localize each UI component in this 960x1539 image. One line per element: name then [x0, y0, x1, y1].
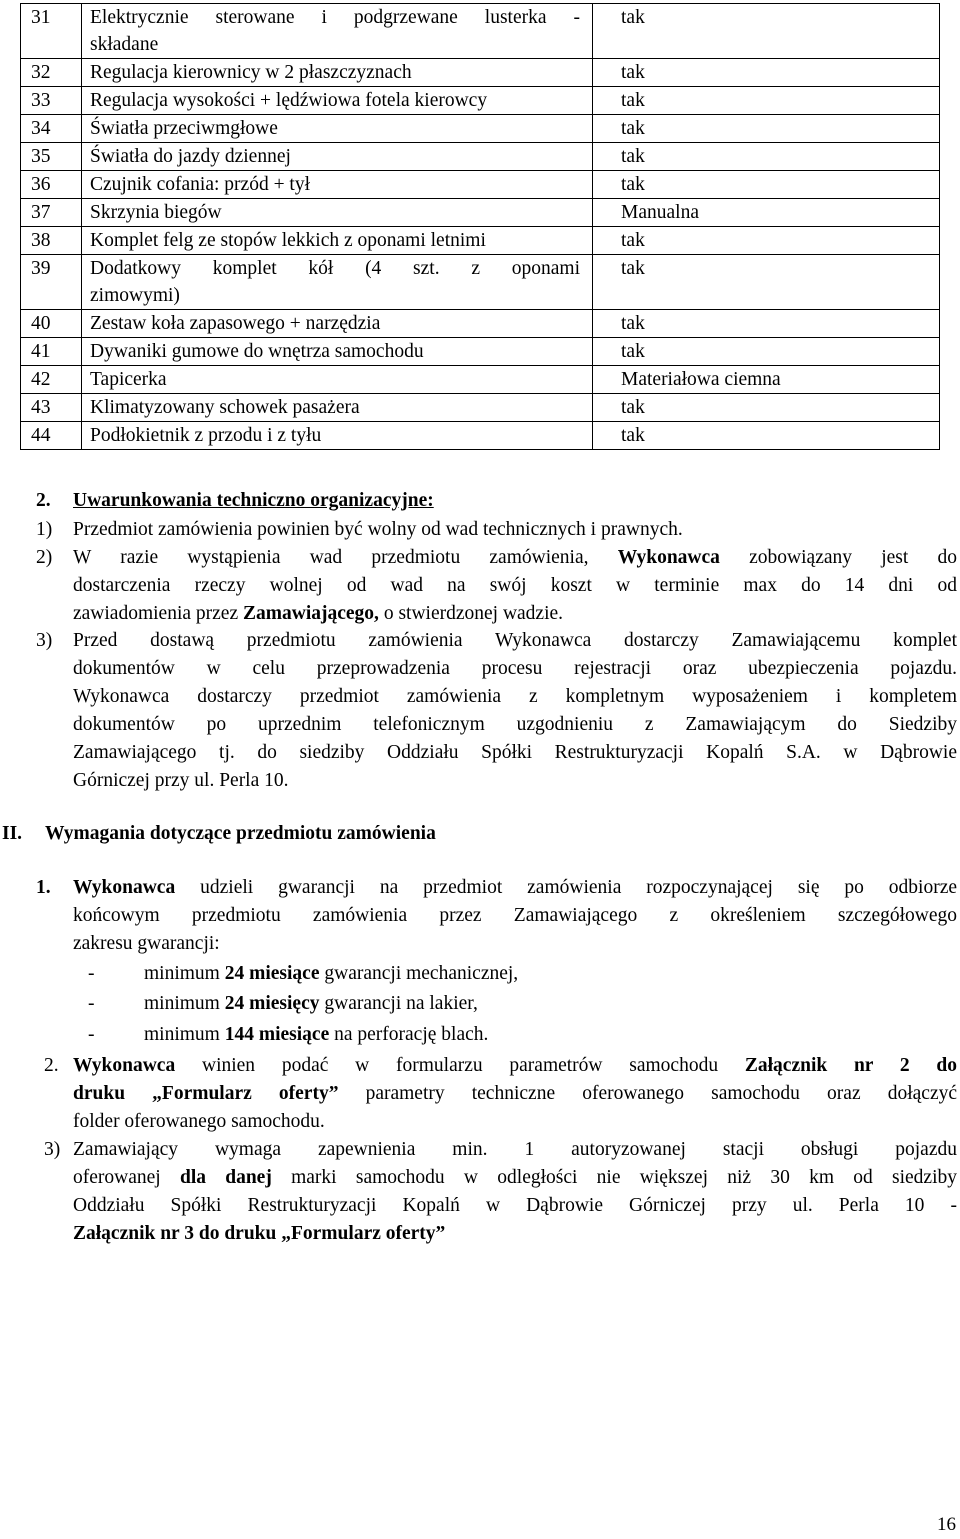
paragraph-1-marker: 1.	[36, 877, 51, 898]
row-number: 44	[21, 422, 82, 450]
row-description	[82, 171, 593, 199]
item-2-marker: 2)	[36, 547, 53, 568]
item-1-text: Przedmiot zamówienia powinien być wolny od wad technicznych i prawnych.	[73, 519, 683, 540]
row-number: 33	[21, 87, 82, 115]
description-line: Skrzynia biegów	[90, 202, 222, 223]
row-number: 31	[21, 4, 82, 59]
row-number: 43	[21, 394, 82, 422]
description-line: Czujnik cofania: przód + tył	[90, 174, 311, 195]
row-value: Materiałowa ciemna	[593, 366, 940, 394]
description-line: Tapicerka	[90, 369, 167, 390]
paragraph-3-marker: 3)	[44, 1139, 61, 1160]
description-line: Klimatyzowany schowek pasażera	[90, 397, 360, 418]
row-description	[82, 310, 593, 338]
item-1-marker: 1)	[36, 519, 53, 540]
row-value: tak	[593, 255, 940, 310]
paragraph-2-marker: 2.	[44, 1055, 59, 1076]
row-number: 41	[21, 338, 82, 366]
row-number: 36	[21, 171, 82, 199]
row-number: 34	[21, 115, 82, 143]
table-row	[21, 143, 940, 171]
row-description	[82, 366, 593, 394]
specification-table	[20, 3, 940, 450]
page-number: 16	[937, 1514, 956, 1535]
row-number: 37	[21, 199, 82, 227]
row-number: 40	[21, 310, 82, 338]
table-row	[21, 115, 940, 143]
row-value: tak	[593, 143, 940, 171]
table-row	[21, 4, 940, 59]
row-description	[82, 394, 593, 422]
row-description	[82, 143, 593, 171]
description-line: Regulacja kierownicy w 2 płaszczyznach	[90, 62, 412, 83]
table-row	[21, 394, 940, 422]
row-value: tak	[593, 115, 940, 143]
row-description	[82, 199, 593, 227]
table-row	[21, 87, 940, 115]
description-line: składane	[90, 34, 159, 55]
row-description	[82, 87, 593, 115]
row-description	[82, 4, 593, 59]
row-value: tak	[593, 227, 940, 255]
row-value: tak	[593, 394, 940, 422]
table-row	[21, 366, 940, 394]
row-value: tak	[593, 422, 940, 450]
description-line: Podłokietnik z przodu i z tyłu	[90, 425, 322, 446]
row-description	[82, 255, 593, 310]
table-row	[21, 338, 940, 366]
description-line: Dywaniki gumowe do wnętrza samochodu	[90, 341, 424, 362]
paragraph-2-text: Wykonawca winien podać w formularzu parametrów samochodu Załącznik nr 2 do druku „Formularz oferty” parametry techniczne oferowanego samochodu oraz dołączyć folder oferowanego samochodu.	[73, 1055, 958, 1132]
row-value: tak	[593, 4, 940, 59]
paragraph-3-text: Zamawiający wymaga zapewnienia min. 1 autoryzowanej stacji obsługi pojazdu oferowanej dla danej marki samochodu w odległości nie większej niż 30 km od siedziby Oddziału Spółki Restrukturyzacji Kopalń w Dąbrowie Górniczej przy ul. Perla 10 - Załącznik nr 3 do druku „Formularz oferty”	[73, 1139, 958, 1244]
row-value: tak	[593, 310, 940, 338]
item-3-text: Przed dostawą przedmiotu zamówienia Wykonawca dostarczy Zamawiającemu komplet dokumentów w celu przeprowadzenia procesu rejestracji oraz ubezpieczenia pojazdu. Wykonawca dostarczy przedmiot zamówienia z kompletnym wyposażeniem i kompletem dokumentów po uprzednim telefonicznym uzgodnieniu z Zamawiającym do Siedziby Zamawiającego tj. do siedziby Oddziału Spółki Restrukturyzacji Kopalń S.A. w Dąbrowie Górniczej przy ul. Perla 10.	[73, 630, 957, 791]
row-value: Manualna	[593, 199, 940, 227]
row-value: tak	[593, 338, 940, 366]
row-number: 42	[21, 366, 82, 394]
row-number: 32	[21, 59, 82, 87]
paragraph-1-text: Wykonawca udzieli gwarancji na przedmiot zamówienia rozpoczynającej się po odbiorze końcowym przedmiotu zamówienia przez Zamawiającego z określeniem szczegółowego zakresu gwarancji:	[73, 877, 958, 954]
description-line: Elektrycznie sterowane i podgrzewane lusterka -	[90, 7, 580, 28]
description-line: Zestaw koła zapasowego + narzędzia	[90, 313, 381, 334]
section-ii-heading: Wymagania dotyczące przedmiotu zamówienia	[45, 823, 436, 844]
item-2-text: W razie wystąpienia wad przedmiotu zamówienia, Wykonawca zobowiązany jest do dostarczenia rzeczy wolnej od wad na swój koszt w terminie max do 14 dni od zawiadomienia przez Zamawiającego, o stwierdzonej wadzie.	[73, 547, 958, 624]
description-line: Światła przeciwmgłowe	[90, 118, 278, 139]
section-ii-number: II.	[2, 823, 23, 844]
description-line: zimowymi)	[90, 285, 180, 306]
row-description	[82, 338, 593, 366]
section-2-heading: Uwarunkowania techniczno organizacyjne:	[73, 490, 434, 511]
table-row	[21, 199, 940, 227]
row-number: 39	[21, 255, 82, 310]
table-row	[21, 59, 940, 87]
description-line: Dodatkowy komplet kół (4 szt. z oponami	[90, 258, 580, 279]
row-description	[82, 422, 593, 450]
item-3-marker: 3)	[36, 630, 53, 651]
section-2-number: 2.	[36, 490, 51, 511]
row-value: tak	[593, 59, 940, 87]
row-description	[82, 227, 593, 255]
row-description	[82, 115, 593, 143]
description-line: Światła do jazdy dziennej	[90, 146, 291, 167]
description-line: Regulacja wysokości + lędźwiowa fotela kierowcy	[90, 90, 488, 111]
table-row	[21, 171, 940, 199]
table-row	[21, 227, 940, 255]
row-value: tak	[593, 171, 940, 199]
row-number: 35	[21, 143, 82, 171]
table-row	[21, 255, 940, 310]
table-row	[21, 310, 940, 338]
row-value: tak	[593, 87, 940, 115]
row-number: 38	[21, 227, 82, 255]
table-row	[21, 422, 940, 450]
description-line: Komplet felg ze stopów lekkich z oponami letnimi	[90, 230, 486, 251]
row-description	[82, 59, 593, 87]
